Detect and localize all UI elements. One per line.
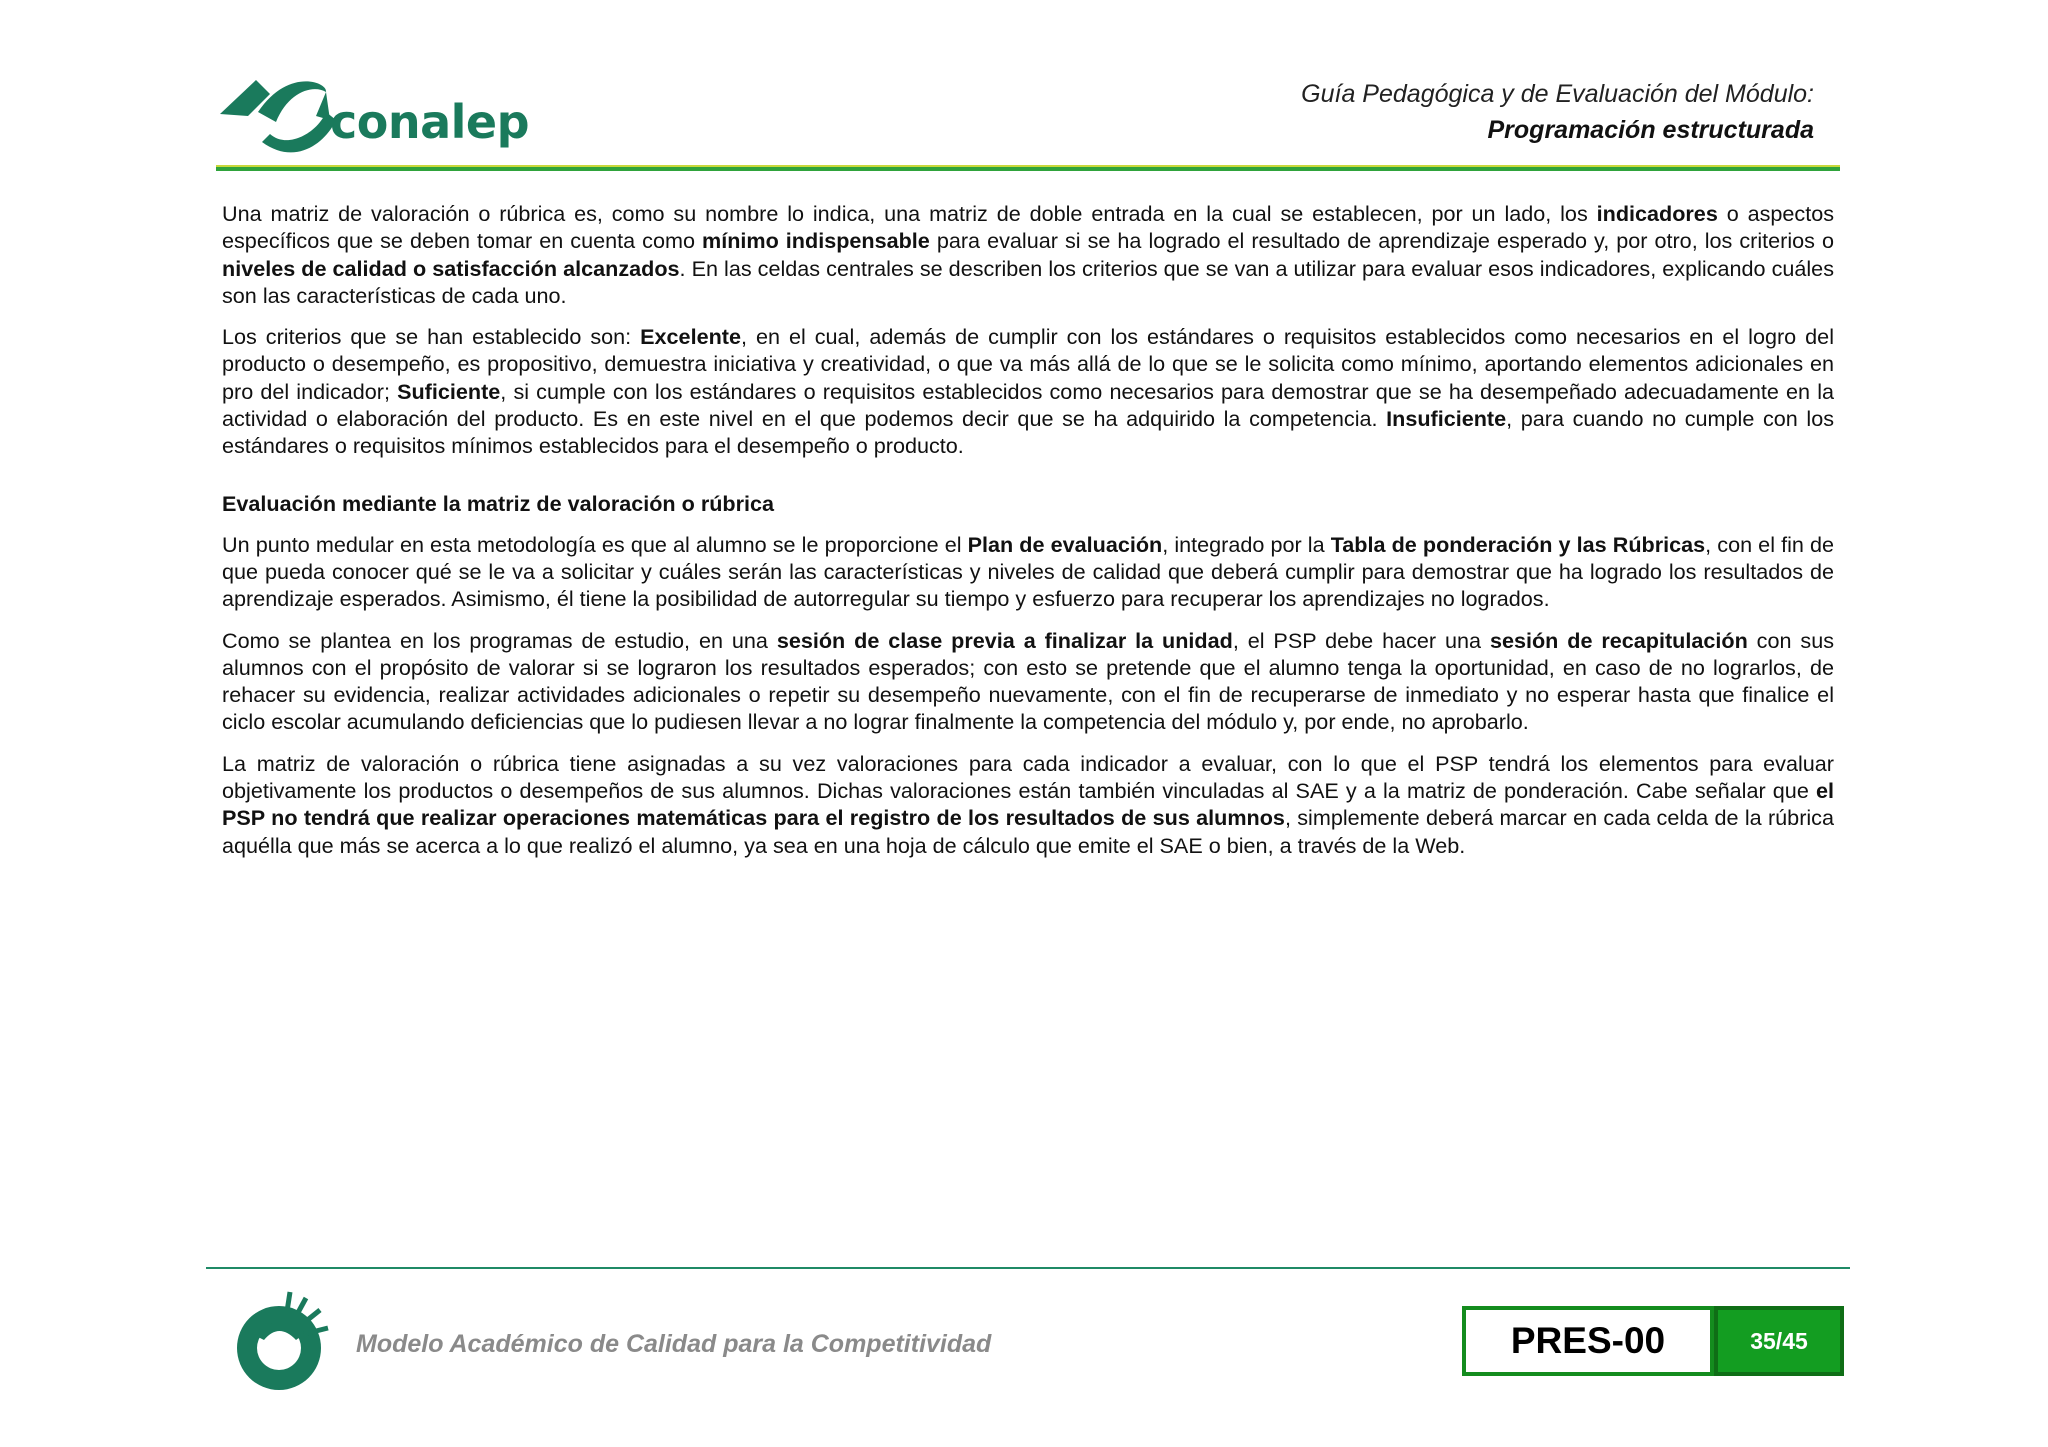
bold-text: Suficiente [397, 378, 501, 404]
paragraph [222, 531, 1834, 613]
bold-text: Excelente [640, 324, 741, 350]
model-text: Modelo Académico de Calidad para la Competitividad [356, 1330, 992, 1358]
text-run: Como se plantea en los programas de estudio, en una [222, 627, 777, 653]
text-run: , para cuando no cumple con los estándares o requisitos mínimos establecidos para el desempeño o producto. [222, 406, 1835, 459]
paragraph [222, 200, 1834, 309]
bold-text: Tabla de ponderación y las Rúbricas [1330, 531, 1706, 557]
bold-text: mínimo indispensable [702, 228, 930, 254]
text-run: , el PSP debe hacer una [1232, 627, 1490, 653]
text-run: Un punto medular en esta metodología es que al alumno se le proporcione el [222, 531, 968, 557]
paragraph [222, 323, 1834, 459]
text-run: para evaluar si se ha logrado el resultado de aprendizaje esperado y, por otro, los criterios o [929, 228, 1834, 254]
text-run: Una matriz de valoración o rúbrica es, como su nombre lo indica, una matriz de doble entrada en la cual se establecen, por un lado, los [222, 201, 1597, 226]
text-run: Los criterios que se han establecido son: [222, 324, 641, 350]
text-run: , simplemente deberá marcar en cada celda de la rúbrica aquélla que más se acerca a lo que realizó el alumno, ya sea en una hoja de cálculo que emite el SAE o bien, a través de la Web. [222, 805, 1834, 858]
text-run: con sus alumnos con el propósito de valorar si se lograron los resultados esperados; con esto se pretende que el alumno tenga la oportunidad, en caso de no lograrlos, de rehacer su evidencia, realizar actividades adicionales o repetir su desempeño nuevamente, con el fin de recuperarse de inmediato y no esperar hasta que finalice el ciclo escolar acumulando deficiencias que lo pudiesen llevar a no lograr finalmente la competencia del módulo y, por ende, no aprobarlo. [222, 627, 1835, 735]
footer-divider [206, 1267, 1850, 1269]
bold-text: el PSP no tendrá que realizar operaciones matemáticas para el registro de los resultados de sus alumnos [222, 778, 1834, 831]
header-divider [216, 165, 1840, 171]
guide-title: Guía Pedagógica y de Evaluación del Módulo: [1301, 80, 1814, 108]
document-header [1301, 76, 1814, 148]
bold-text: indicadores [1596, 201, 1718, 226]
quality-model-seal-icon [226, 1288, 332, 1394]
bold-text: Insuficiente [1386, 406, 1507, 432]
logo-wordmark: conalep [330, 95, 530, 149]
bold-text: sesión de clase previa a finalizar la unidad [776, 627, 1233, 653]
text-run: , con el fin de que pueda conocer qué se le va a solicitar y cuáles serán las características y niveles de calidad que deberá cumplir para demostrar que ha logrado los resultados de aprendizaje esperados. Asimismo, él tiene la posibilidad de autorregular su tiempo y esfuerzo para recuperar los aprendizajes no logrados. [222, 531, 1835, 612]
text-run: La matriz de valoración o rúbrica tiene asignadas a su vez valoraciones para cada indicador a evaluar, con lo que el PSP tendrá los elementos para evaluar objetivamente los productos o desempeños de sus alumnos. Dichas valoraciones están también vinculadas al SAE y a la matriz de ponderación. Cabe señalar que [222, 750, 1834, 804]
text-run: o aspectos específicos que se deben tomar en cuenta como [222, 201, 1835, 254]
section-heading: Evaluación mediante la matriz de valoración o rúbrica [222, 490, 775, 516]
text-run: , en el cual, además de cumplir con los estándares o requisitos establecidos como necesarios en el logro del producto o desempeño, es propositivo, demuestra iniciativa y creatividad, o que va más allá de lo que se le solicita como mínimo, aportando elementos adicionales en pro del indicador; [222, 324, 1834, 404]
bold-text: sesión de recapitulación [1489, 627, 1748, 653]
bold-text: Plan de evaluación [967, 531, 1163, 557]
bold-text: niveles de calidad o satisfacción alcanzados [222, 255, 680, 281]
document-body [222, 200, 1834, 873]
document-code: PRES-00 [1462, 1306, 1714, 1376]
text-run: . En las celdas centrales se describen los criterios que se van a utilizar para evaluar esos indicadores, explicando cuáles son las características de cada uno. [222, 255, 1834, 308]
text-run: , integrado por la [1162, 531, 1331, 557]
paragraph [222, 750, 1834, 859]
module-title: Programación estructurada [1487, 116, 1814, 144]
text-run: , si cumple con los estándares o requisitos establecidos como necesarios para demostrar que se ha desempeñado adecuadamente en la actividad o elaboración del producto. Es en este nivel en el que podemos decir que se ha adquirido la competencia. [222, 378, 1835, 432]
paragraph [222, 627, 1834, 736]
page-number: 35/45 [1714, 1306, 1844, 1376]
